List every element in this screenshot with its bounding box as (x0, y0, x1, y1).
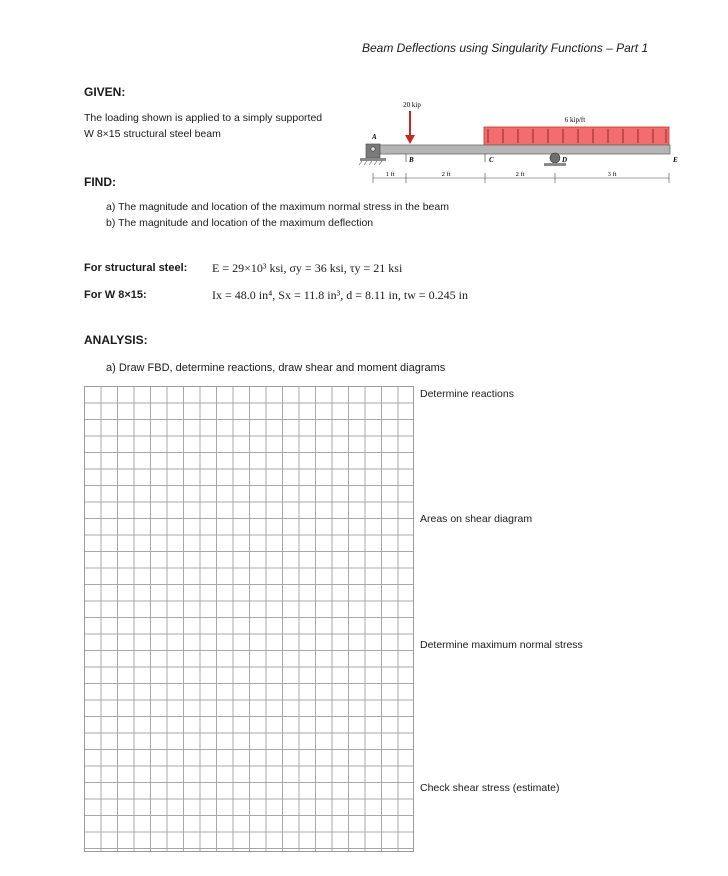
point-label-b: B (409, 156, 414, 164)
grid-work-area (84, 386, 414, 852)
point-load-label: 20 kip (403, 101, 421, 109)
point-label-d: D (562, 156, 568, 164)
point-label-e: E (673, 156, 678, 164)
ground-a (360, 158, 386, 161)
dimension-cd: 2 ft (515, 171, 525, 178)
point-label-c: C (489, 156, 494, 164)
dist-load-block (484, 127, 669, 145)
roller-support-d (550, 153, 560, 163)
given-heading: GIVEN: (84, 85, 126, 99)
find-item-b: b) The magnitude and location of the maximum deflection (106, 217, 374, 229)
given-line-1: The loading shown is applied to a simply supported (84, 112, 323, 124)
section-label: For W 8×15: (84, 289, 147, 301)
label-max-normal-stress: Determine maximum normal stress (420, 639, 583, 651)
page-title: Beam Deflections using Singularity Functions – Part 1 (362, 41, 649, 55)
analysis-item-a: a) Draw FBD, determine reactions, draw shear and moment diagrams (106, 362, 446, 374)
analysis-heading: ANALYSIS: (84, 333, 148, 347)
dimension-bc: 2 ft (441, 171, 451, 178)
point-label-a: A (372, 133, 377, 141)
label-areas-shear: Areas on shear diagram (420, 513, 533, 525)
section-properties: Ix = 48.0 in⁴, Sx = 11.8 in³, d = 8.11 in, tw = 0.245 in (212, 288, 468, 302)
find-heading: FIND: (84, 175, 116, 189)
steel-label: For structural steel: (84, 262, 188, 274)
dimension-ab: 1 ft (385, 171, 395, 178)
point-load-arrowhead (405, 135, 415, 144)
dist-load-label: 6 kip/ft (564, 116, 586, 124)
beam-diagram (350, 95, 690, 190)
dimension-de: 3 ft (607, 171, 617, 178)
beam-body (372, 145, 670, 154)
steel-properties: E = 29×10³ ksi, σy = 36 ksi, τy = 21 ksi (212, 261, 403, 275)
given-line-2: W 8×15 structural steel beam (84, 128, 221, 140)
label-determine-reactions: Determine reactions (420, 388, 514, 400)
find-item-a: a) The magnitude and location of the maximum normal stress in the beam (106, 201, 449, 213)
label-check-shear: Check shear stress (estimate) (420, 782, 560, 794)
